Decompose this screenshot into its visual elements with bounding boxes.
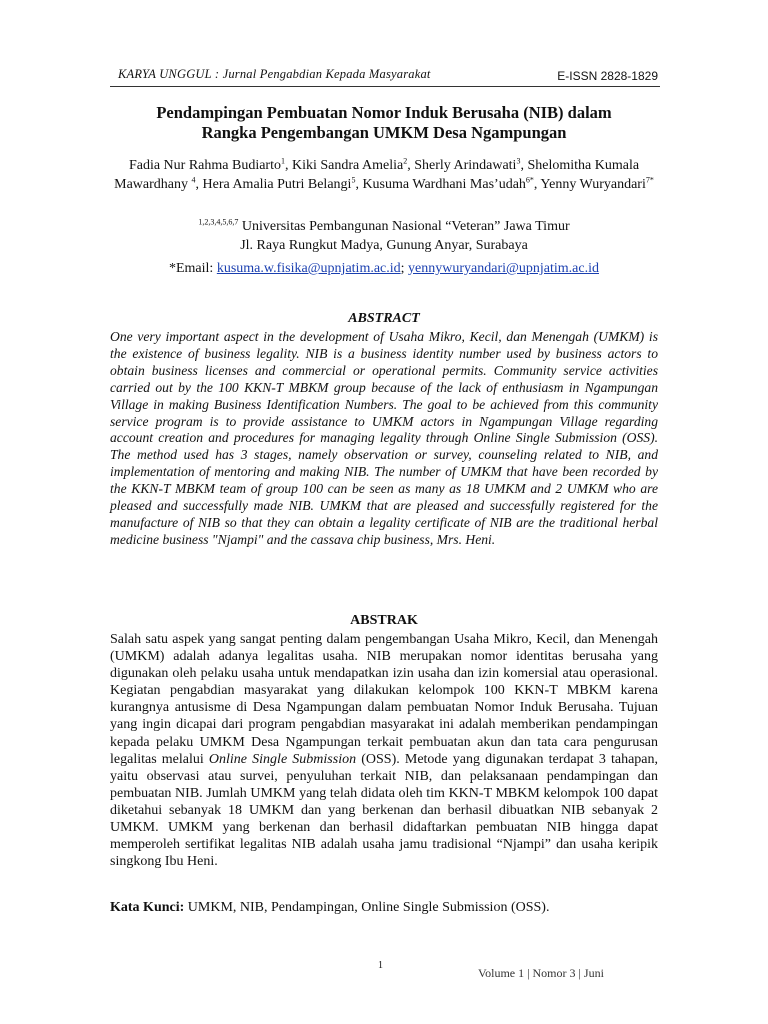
author-name: Fadia Nur Rahma Budiarto [128, 158, 281, 173]
author-separator: , [284, 158, 292, 173]
author-name: Hera Amalia Putri Belangi [202, 177, 352, 192]
abstract-heading: ABSTRACT [348, 311, 420, 326]
paper-title [110, 103, 658, 143]
author-separator: , [355, 177, 363, 192]
running-header [110, 64, 658, 86]
author-name: Kiki Sandra Amelia [291, 158, 404, 173]
author-separator: , [520, 158, 528, 173]
author-list [105, 156, 663, 194]
abstrak-heading: ABSTRAK [350, 613, 418, 628]
author-name: Kusuma Wardhani Mas’udah [362, 177, 526, 192]
header-rule [110, 86, 660, 87]
issn: E-ISSN 2828-1829 [557, 69, 658, 83]
affiliation-line-1: Universitas Pembangunan Nasional “Veteran” Jawa Timur [238, 219, 570, 234]
author-separator: , [533, 177, 541, 192]
abstrak-body [110, 631, 658, 870]
volume-info: Volume 1 | Nomor 3 | Juni [478, 966, 604, 980]
keywords [110, 900, 658, 916]
email-link-1[interactable]: kusuma.w.fisika@upnjatim.ac.id [216, 261, 401, 276]
abstrak-text-a: Salah satu aspek yang sangat penting dalam pengembangan Usaha Mikro, Kecil, dan Menengah (UMKM) adalah adanya legalitas usaha. NIB merupakan nomor identitas berusaha yang digunakan oleh pelaku usaha untuk mendapatkan izin usaha dan izin komersial atau operasional. Kegiatan pengabdian masyarakat yang dilakukan kelompok 100 KKN-T MBKM karena kurangnya antusisme di Desa Ngampungan dalam pembuatan Nomor Induk Berusaha. Tujuan yang ingin dicapai dari program pengabdian masyarakat ini adalah memberikan pendampingan kepada pelaku UMKM Desa Ngampungan terkait pembuatan akun dan tata cara pengurusan legalitas melalui [110, 632, 658, 767]
email-line [110, 261, 658, 277]
author-separator: , [195, 177, 203, 192]
author-affiliation-sup: 3 [516, 156, 521, 166]
abstract-body [110, 329, 658, 549]
affiliation [110, 217, 658, 255]
author-affiliation-sup: 7* [645, 175, 654, 185]
abstrak-text-b: (OSS). Metode yang digunakan terdapat 3 tahapan, yaitu observasi atau survei, penyuluhan terkait NIB, dan pelaksanaan pendampingan dan pembuatan NIB. Jumlah UMKM yang telah didata oleh tim KKN-T MBKM kelompok 100 dapat diketahui sebanyak 18 UMKM dan yang berkenan dan berhasil dibuatkan NIB sebanyak 2 UMKM. UMKM yang berkenan dan berhasil didaftarkan pembuatan NIB hingga dapat memperoleh sertifikat legalitas NIB adalah usaha jamu tradisional “Njampi” dan usaha keripik singkong Ibu Heni. [110, 751, 658, 870]
email-label: *Email: [168, 261, 217, 276]
title-line-1: Pendampingan Pembuatan Nomor Induk Berusaha (NIB) dalam [156, 103, 612, 122]
author-affiliation-sup: 4 [191, 175, 196, 185]
affiliation-line-2: Jl. Raya Rungkut Madya, Gunung Anyar, Surabaya [240, 238, 528, 253]
abstract-text: One very important aspect in the development of Usaha Mikro, Kecil, dan Menengah (UMKM) is the existence of business legality. NIB is a business identity number used by business actors to obtain business licenses and commercial or operational permits. Community service activities carried out by the 100 KKN-T MBKM group because of the lack of enthusiasm in Ngampungan Village in making Business Identification Numbers. The goal to be achieved from this community service program is to provide assistance to UMKM actors in Ngampungan Village regarding account creation and procedures for managing legality through Online Single Submission (OSS). The method used has 3 stages, namely observation or survey, counseling related to NIB, and implementation of mentoring and making NIB. The number of UMKM that have been recorded by the KKN-T MBKM team of group 100 can be seen as many as 18 UMKM and 2 UMKM who are pleased and successfully made NIB. UMKM that are pleased and successfully registered for the manufacture of NIB so that they can obtain a legality certificate of NIB are the traditional herbal medicine business "Njampi" and the cassava chip business, Mrs. Heni. [110, 329, 658, 547]
email-separator: ; [400, 261, 409, 276]
author-separator: , [407, 158, 415, 173]
keywords-label: Kata Kunci: [110, 900, 185, 915]
page-number: 1 [378, 960, 383, 971]
author-affiliation-sup: 5 [351, 175, 356, 185]
journal-name: KARYA UNGGUL : Jurnal Pengabdian Kepada Masyarakat [118, 67, 431, 81]
title-line-2: Rangka Pengembangan UMKM Desa Ngampungan [201, 123, 567, 142]
abstrak-text-italic: Online Single Submission [208, 751, 357, 767]
author-name: Shelomitha Kumala Mawardhany [114, 158, 640, 192]
author-name: Yenny Wuryandari [540, 177, 646, 192]
author-name: Sherly Arindawati [414, 158, 517, 173]
keywords-text: UMKM, NIB, Pendampingan, Online Single Submission (OSS). [184, 900, 550, 915]
author-affiliation-sup: 1 [280, 156, 285, 166]
author-affiliation-sup: 2 [403, 156, 408, 166]
author-affiliation-sup: 6* [525, 175, 534, 185]
affiliation-sup: 1,2,3,4,5,6,7 [198, 217, 239, 227]
email-link-2[interactable]: yennywuryandari@upnjatim.ac.id [408, 261, 599, 276]
